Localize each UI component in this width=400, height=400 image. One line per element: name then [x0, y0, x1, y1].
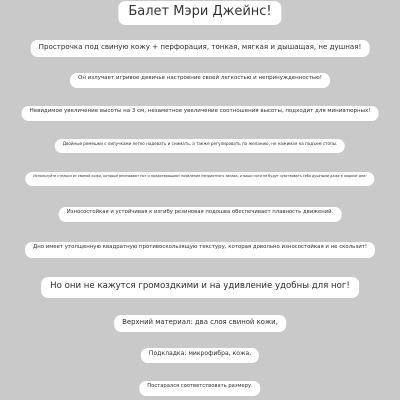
page-title: Балет Мэри Джейнс! — [118, 1, 281, 25]
text-bubble-7: Дно имеет утолщенную квадратную противоскользящую текстуру, которая довольно износостойкая и не скользит! — [25, 242, 375, 258]
text-bubble-11: Постарался соответствовать размеру. — [139, 381, 260, 396]
text-bubble-3: Невидимое увеличение высоты на 3 см, незаметное увеличение соотношения высоты, подходит для миниатюрных! — [22, 106, 379, 121]
text-bubble-8: Но они не кажутся громоздкими и на удивление удобны для ног! — [41, 277, 359, 298]
text-bubble-1: Прострочка под свиную кожу + перфорация, тонкая, мягкая и дышащая, не душная! — [31, 40, 370, 57]
text-bubble-9: Верхний материал: два слоя свиной кожи, — [114, 315, 286, 332]
text-bubble-2: Он излучает игривое девичье настроение своей легкостью и непринужденностью! — [70, 73, 330, 88]
text-bubble-6: Износостойкая и устойчивая к изгибу резиновая подошва обеспечивает плавность движений. — [59, 207, 342, 222]
text-bubble-4: Двойные ремешки с липучками легко надевать и снимать, а также регулировать по желанию, не нажимая на подъем стопы. — [55, 139, 345, 153]
text-bubble-10: Подкладка: микрофибра, кожа, — [141, 348, 259, 363]
text-bubble-5: Используйте стельки из свиной кожи, которые впитывают пот и предотвращают появление неприятного запаха, и ваши ноги не будут чувствовать себя душными даже в жаркие дни! — [25, 172, 374, 186]
